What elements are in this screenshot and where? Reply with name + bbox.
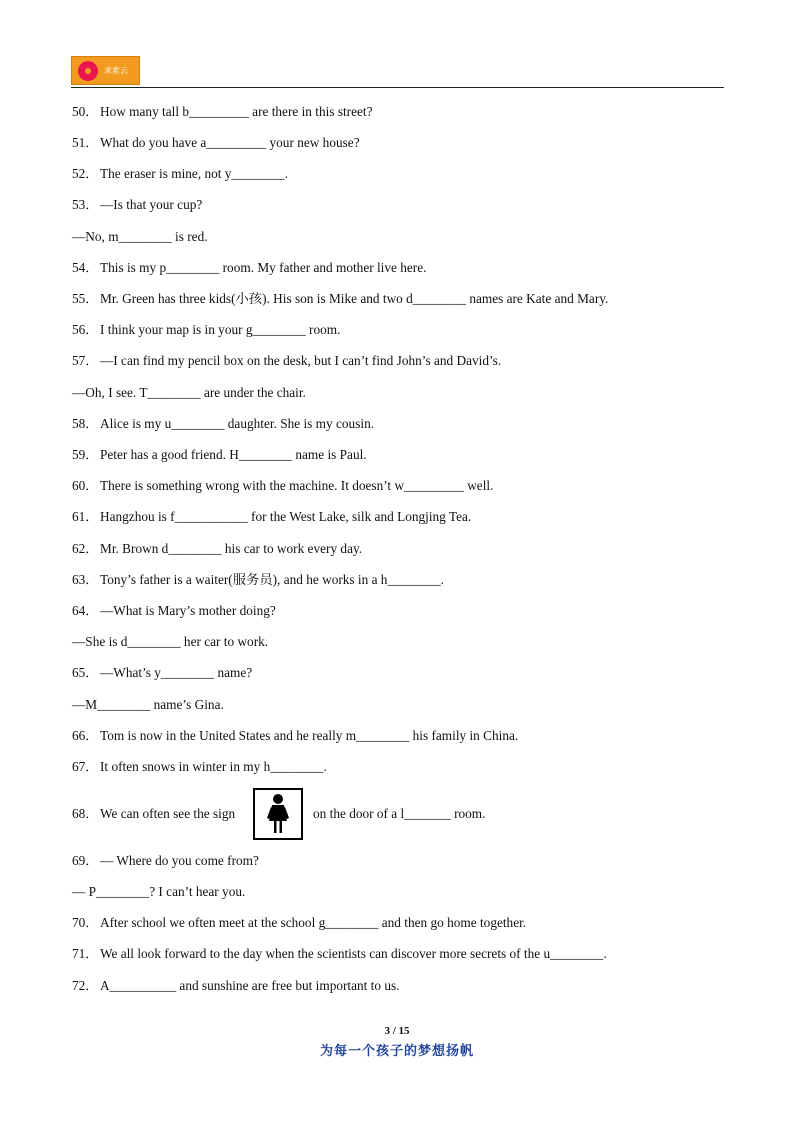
question-line: 70．After school we often meet at the school g________ and then go home together. [72,915,527,930]
question-line: 51．What do you have a_________ your new house? [72,135,360,150]
question-line: 55．Mr. Green has three kids(小孩). His son is Mike and two d________ names are Kate and Mary. [72,291,609,306]
question-line: 68．We can often see the sign [72,806,236,821]
answer-line: — P________? I can’t hear you. [72,884,246,899]
question-line: 72．A__________ and sunshine are free but important to us. [72,978,400,993]
header-rule [71,87,724,88]
question-line: 65．—What’s y________ name? [72,665,253,680]
answer-line: —No, m________ is red. [72,229,208,244]
woman-restroom-icon [253,788,303,840]
question-line: 66．Tom is now in the United States and he really m________ his family in China. [72,728,519,743]
question-line: 56．I think your map is in your g________ room. [72,322,341,337]
question-line: 60．There is something wrong with the machine. It doesn’t w_________ well. [72,478,494,493]
logo [71,56,140,85]
logo-text: 求索云 [104,66,128,75]
answer-line: —M________ name’s Gina. [72,697,224,712]
question-line: 54．This is my p________ room. My father and mother live here. [72,260,427,275]
question-line: 61．Hangzhou is f___________ for the West Lake, silk and Longjing Tea. [72,509,472,524]
question-line: 63．Tony’s father is a waiter(服务员), and he works in a h________. [72,572,444,587]
question-line: 69．— Where do you come from? [72,853,259,868]
question-line: 62．Mr. Brown d________ his car to work every day. [72,541,363,556]
question-line: 67．It often snows in winter in my h________. [72,759,327,774]
footer-slogan: 为每一个孩子的梦想扬帆 [319,1044,474,1059]
question-line-continuation: on the door of a l_______ room. [313,806,486,821]
page-number: 3 / 15 [384,1025,410,1037]
question-line: 71．We all look forward to the day when the scientists can discover more secrets of the u________. [72,946,607,961]
logo-icon [78,61,98,81]
question-line: 58．Alice is my u________ daughter. She is my cousin. [72,416,375,431]
question-line: 64．—What is Mary’s mother doing? [72,603,276,618]
question-line: 52．The eraser is mine, not y________. [72,166,288,181]
question-line: 57．—I can find my pencil box on the desk, but I can’t find John’s and David’s. [72,353,502,368]
question-line: 53．—Is that your cup? [72,197,203,212]
question-line: 59．Peter has a good friend. H________ name is Paul. [72,447,367,462]
question-line: 50．How many tall b_________ are there in this street? [72,104,373,119]
answer-line: —She is d________ her car to work. [72,634,269,649]
answer-line: —Oh, I see. T________ are under the chair. [72,385,306,400]
